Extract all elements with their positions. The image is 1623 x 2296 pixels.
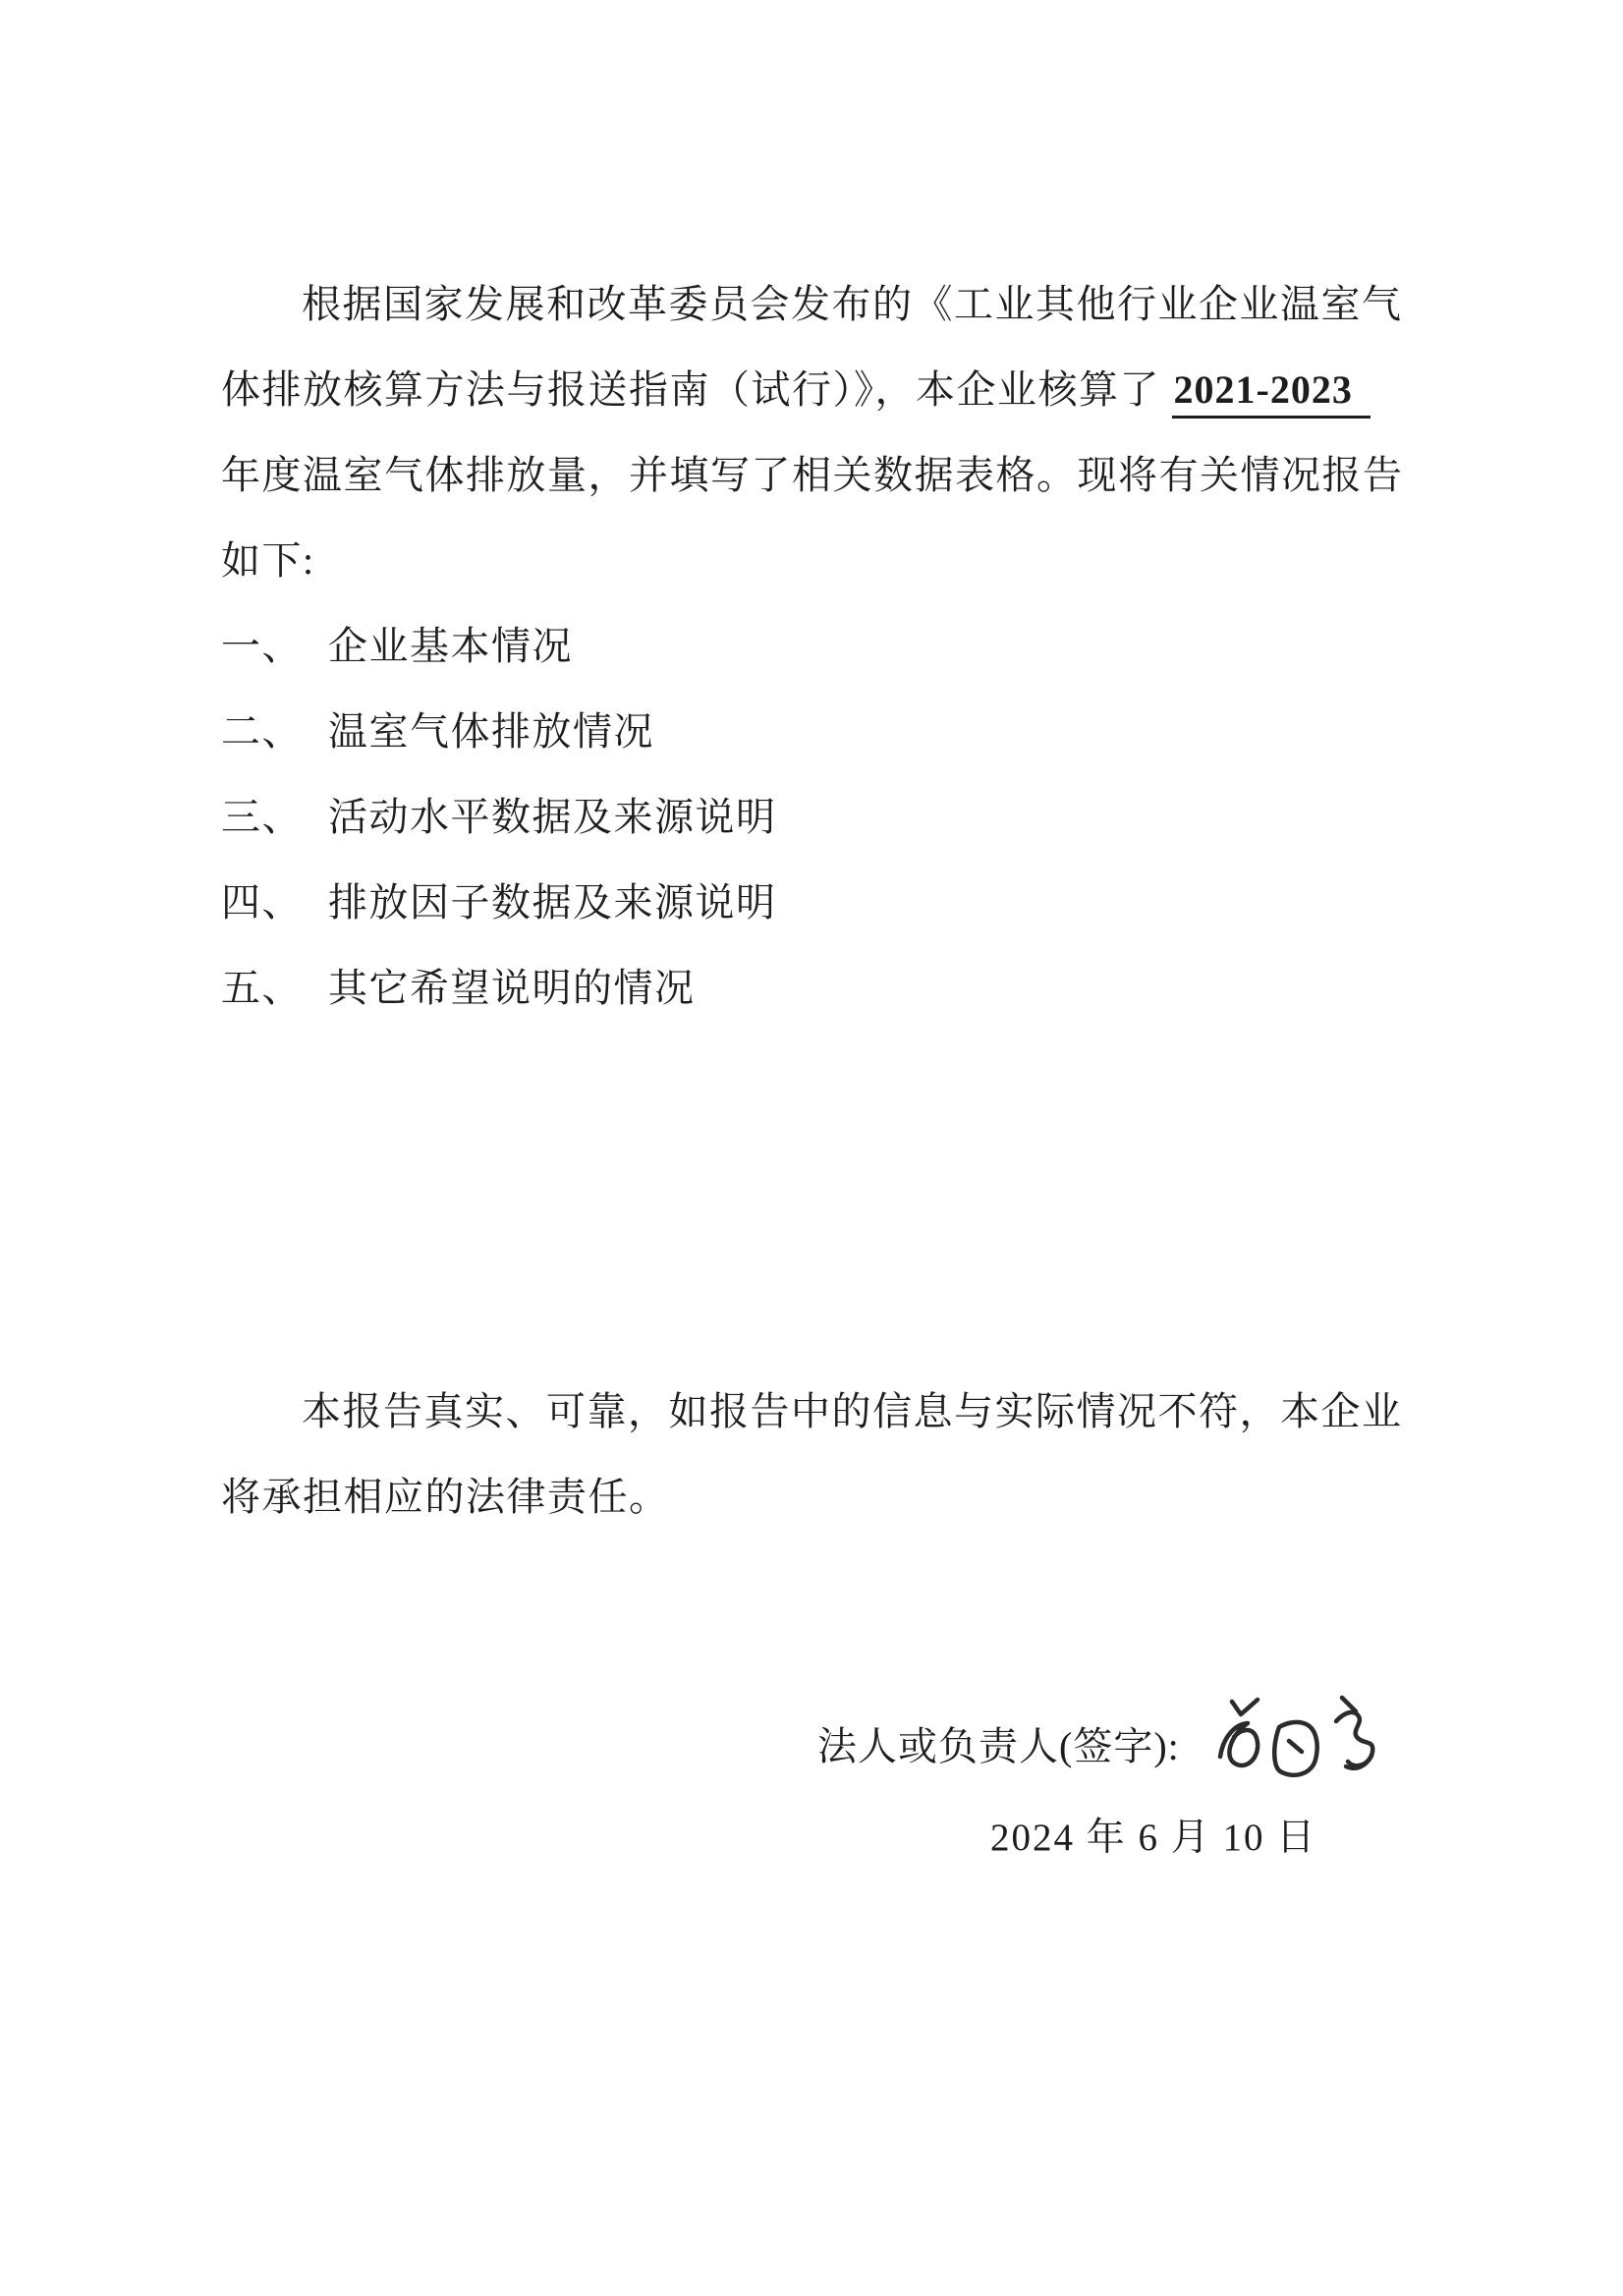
paragraph1-line2-text: 体排放核算方法与报送指南（试行）》，本企业核算了 bbox=[221, 367, 1172, 412]
list-item-3 bbox=[221, 795, 777, 839]
date-line: 2024 年 6 月 10 日 bbox=[990, 1817, 1317, 1859]
underlined-years: 2021-2023 bbox=[1172, 367, 1371, 419]
paragraph1-line2 bbox=[221, 367, 1371, 412]
list-item-2-text: 温室气体排放情况 bbox=[328, 709, 654, 754]
paragraph1-line3: 年度温室气体排放量，并填写了相关数据表格。现将有关情况报告 bbox=[221, 453, 1404, 497]
paragraph1-line1: 根据国家发展和改革委员会发布的《工业其他行业企业温室气 bbox=[302, 282, 1403, 326]
list-item-3-number: 三、 bbox=[221, 795, 303, 839]
list-item-4-text: 排放因子数据及来源说明 bbox=[328, 880, 777, 924]
list-item-1 bbox=[221, 624, 573, 668]
signature-label: 法人或负责人(签字): bbox=[817, 1724, 1180, 1768]
list-item-5 bbox=[221, 966, 696, 1010]
list-item-2-number: 二、 bbox=[221, 709, 303, 754]
list-item-5-text: 其它希望说明的情况 bbox=[328, 966, 696, 1010]
list-item-1-number: 一、 bbox=[221, 624, 303, 668]
paragraph2-line2: 将承担相应的法律责任。 bbox=[221, 1475, 670, 1519]
list-item-5-number: 五、 bbox=[221, 966, 303, 1010]
list-item-4 bbox=[221, 880, 777, 924]
paragraph1-line4: 如下: bbox=[221, 538, 315, 583]
list-item-4-number: 四、 bbox=[221, 880, 303, 924]
paragraph2-line1: 本报告真实、可靠，如报告中的信息与实际情况不符，本企业 bbox=[302, 1389, 1403, 1433]
list-item-1-text: 企业基本情况 bbox=[328, 624, 573, 668]
handwritten-signature-icon bbox=[1210, 1676, 1397, 1782]
list-item-2 bbox=[221, 709, 654, 754]
list-item-3-text: 活动水平数据及来源说明 bbox=[328, 795, 777, 839]
